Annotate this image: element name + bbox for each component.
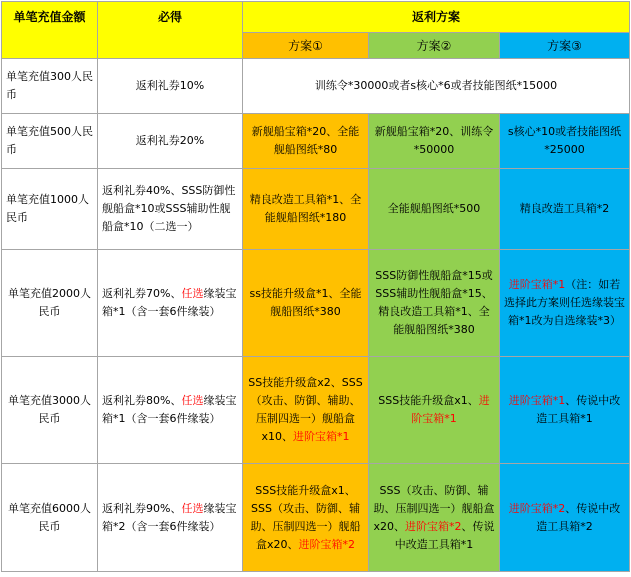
plan-3-cell (500, 357, 630, 464)
guaranteed-cell: 返利礼券10% (98, 59, 243, 114)
amount-cell: 单笔充值3000人民币 (2, 357, 98, 464)
plan-text: SS技能升级盒x2、SSS（攻击、防御、辅助、压制四选一）舰船盒x10、 (248, 376, 363, 443)
amount-cell: 单笔充值500人民币 (2, 114, 98, 169)
header-plan-1: 方案① (243, 33, 369, 59)
plan-3-cell: 精良改造工具箱*2 (500, 169, 630, 250)
guaranteed-text: 返利礼券80%、 (102, 394, 182, 407)
plan-2-cell (369, 357, 500, 464)
highlight-text: 进阶宝箱*1 (508, 278, 566, 291)
guaranteed-cell: 返利礼券20% (98, 114, 243, 169)
guaranteed-cell (98, 250, 243, 357)
plan-text: 、传说中改造工具箱*1 (394, 519, 495, 551)
plan-text: 、传说中改造工具箱*2 (536, 501, 621, 533)
guaranteed-cell (98, 464, 243, 572)
highlight-text: 任选 (181, 394, 204, 407)
plan-text: （注：如若选择此方案则任选缘装宝箱*1改为自选缘装*3） (504, 278, 625, 327)
highlight-text: 进阶宝箱*1 (293, 430, 350, 443)
guaranteed-cell: 返利礼券40%、SSS防御性舰船盒*10或SSS辅助性舰船盒*10（二选一） (98, 169, 243, 250)
table-row (2, 357, 630, 464)
plan-2-cell: 新舰船宝箱*20、训练令*50000 (369, 114, 500, 169)
plan-1-cell: 新舰船宝箱*20、全能舰船图纸*80 (243, 114, 369, 169)
highlight-text: 进阶宝箱*1 (411, 394, 490, 425)
plan-3-cell (500, 250, 630, 357)
plan-text: 、传说中改造工具箱*1 (536, 394, 621, 425)
amount-cell: 单笔充值2000人民币 (2, 250, 98, 357)
guaranteed-text: 缘装宝箱*1（含一套6件缘装） (102, 287, 237, 318)
plan-2-cell: SSS防御性舰船盒*15或SSS辅助性舰船盒*15、精良改造工具箱*1、全能舰船图纸*380 (369, 250, 500, 357)
table-row (2, 464, 630, 572)
guaranteed-text: 缘装宝箱*2（含一套6件缘装） (102, 501, 237, 533)
highlight-text: 任选 (181, 287, 204, 300)
header-guaranteed: 必得 (98, 2, 243, 59)
amount-cell: 单笔充值300人民币 (2, 59, 98, 114)
plan-1-cell: ss技能升级盒*1、全能舰船图纸*380 (243, 250, 369, 357)
amount-cell: 单笔充值1000人民币 (2, 169, 98, 250)
rebate-table (1, 1, 630, 572)
highlight-text: 进阶宝箱*2 (508, 501, 566, 515)
plan-2-cell (369, 464, 500, 572)
plan-text: SSS技能升级盒x1、 (378, 394, 479, 407)
table-row (2, 114, 630, 169)
table-row (2, 169, 630, 250)
guaranteed-text: 返利礼券70%、 (102, 287, 182, 300)
highlight-text: 进阶宝箱*2 (298, 537, 355, 551)
amount-cell: 单笔充值6000人民币 (2, 464, 98, 572)
table-row (2, 59, 630, 114)
highlight-text: 任选 (181, 501, 204, 515)
header-plan-3: 方案③ (500, 33, 630, 59)
plan-text: SSS（攻击、防御、辅助、压制四选一）舰船盒x20、 (373, 483, 495, 533)
header-plan-2: 方案② (369, 33, 500, 59)
header-amount: 单笔充值金额 (2, 2, 98, 59)
table-row (2, 250, 630, 357)
plan-1-cell (243, 464, 369, 572)
plan-text: SSS技能升级盒x1、SSS（攻击、防御、辅助、压制四选一）舰船盒x20、 (250, 483, 361, 551)
highlight-text: 进阶宝箱*2 (405, 519, 462, 533)
guaranteed-text: 缘装宝箱*1（含一套6件缘装） (102, 394, 237, 425)
plan-3-cell: s核心*10或者技能图纸*25000 (500, 114, 630, 169)
guaranteed-text: 返利礼券90%、 (102, 501, 182, 515)
merged-plan-cell: 训练令*30000或者s核心*6或者技能图纸*15000 (243, 59, 630, 114)
guaranteed-cell (98, 357, 243, 464)
plan-2-cell: 全能舰船图纸*500 (369, 169, 500, 250)
plan-1-cell: 精良改造工具箱*1、全能舰船图纸*180 (243, 169, 369, 250)
plan-1-cell (243, 357, 369, 464)
header-rebate-plans: 返利方案 (243, 2, 630, 33)
highlight-text: 进阶宝箱*1 (508, 394, 566, 407)
plan-3-cell (500, 464, 630, 572)
